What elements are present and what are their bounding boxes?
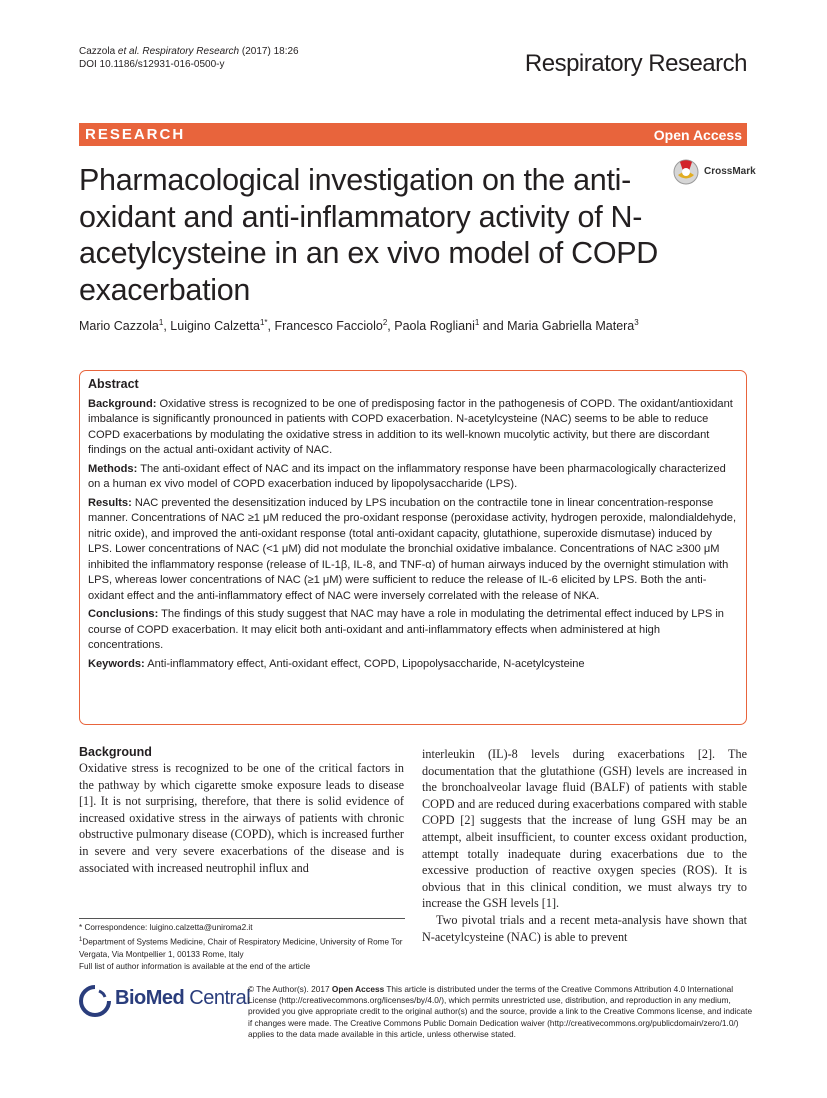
- body-paragraph: Two pivotal trials and a recent meta-analysis have shown that N-acetylcysteine (NAC) is able to prevent: [422, 912, 747, 944]
- body-paragraph: Oxidative stress is recognized to be one of the critical factors in the pathway by which cigarette smoke exposure leads to disease [1]. It is not surprising, therefore, that there is solid evidence of increased oxidative stress in the airways of patients with chronic obstructive pulmonary disease (COPD), which is increased further in severe and very severe exacerbations of the disease and is associated with increased neutrophil influx and: [79, 761, 404, 875]
- open-access-label: Open Access: [653, 126, 742, 143]
- crossmark-label: CrossMark: [704, 166, 756, 177]
- correspondence[interactable]: * Correspondence: luigino.calzetta@uniroma2.it: [79, 923, 253, 932]
- abstract-conclusions: Conclusions: The findings of this study suggest that NAC may have a role in modulating the detrimental effect induced by LPS in course of COPD exacerbation. It may elicit both anti-oxidant and anti-inflammatory effects when administered at high concentrations.: [88, 608, 724, 651]
- author[interactable]: Mario Cazzola$^1$: [79, 318, 164, 334]
- author[interactable]: Maria Gabriella Matera$^3$: [507, 318, 639, 334]
- author[interactable]: Paola Rogliani$^1$: [394, 318, 480, 334]
- abstract-methods: Methods: The anti-oxidant effect of NAC and its impact on the inflammatory response have been pharmacologically characterized on a human ex vivo model of COPD exacerbation induced by lipopolysaccharide (LPS).: [88, 462, 726, 490]
- citation-line: [79, 45, 299, 58]
- article-type: RESEARCH: [85, 126, 186, 143]
- article-title: Pharmacological investigation on the anti-oxidant and anti-inflammatory activity of N-acetylcysteine in an ex vivo model of COPD exacerbation: [79, 163, 659, 307]
- abstract-background: Background: Oxidative stress is recognized to be one of predisposing factor in the pathogenesis of COPD. The oxidant/antioxidant imbalance is significantly pronounced in patients with COPD exacerbation. N-acetylcysteine (NAC) seems to be able to reduce COPD exacerbations by modulating the oxidative stress in addition to its well-known mucolytic activity, but there are discordant findings on the actual anti-oxidant activity of NAC.: [88, 397, 733, 456]
- citation: [79, 45, 299, 71]
- body-right-column: [422, 746, 747, 945]
- abstract-results: Results: NAC prevented the desensitization induced by LPS incubation on the contractile tone in linear concentration-response manner. Concentrations of NAC ≥1 μM reduced the pro-oxidant response (peroxidase activity, hydrogen peroxide, malondialdehyde, nitric oxide), and improved the anti-oxidant response (total anti-oxidant capacity, glutathione, superoxide dismutase) induced by LPS. Lower concentrations of NAC (<1 μM) did not modulate the bronchial oxidative imbalance. Concentrations of NAC ≥300 μM inhibited the inflammatory response (release of IL-1β, IL-8, and TNF-α) of human airways induced by the overnight stimulation with LPS, whereas lower concentrations of NAC (≥1 μM) were sufficient to reduce the release of IL-6 elicited by LPS. Both the anti-oxidant effect and the anti-inflammatory effect of NAC were inversely correlated with the release of NKA.: [88, 496, 737, 602]
- body-left-column: [79, 745, 404, 876]
- license-text: © The Author(s). 2017 Open Access This article is distributed under the terms of the Creative Commons Attribution 4.0 International License (http://creativecommons.org/licenses/by/4.0/), which permits unrestricted use, distribution, and reproduction in any medium, provided you give appropriate credit to the original author(s) and the source, provide a link to the Creative Commons license, and indicate if changes were made. The Creative Commons Public Domain Dedication waiver (http://creativecommons.org/publicdomain/zero/1.0/) applies to the data made available in this article, unless otherwise stated.: [248, 984, 753, 1039]
- publisher-name: BioMed Central: [115, 987, 251, 1009]
- author[interactable]: Francesco Facciolo$^2$: [274, 318, 388, 334]
- crossmark-badge[interactable]: [672, 158, 754, 186]
- author-info-note: Full list of author information is available at the end of the article: [79, 962, 311, 972]
- abstract-box: [79, 370, 747, 725]
- abstract-keywords: Keywords: Anti-inflammatory effect, Anti-oxidant effect, COPD, Lipopolysaccharide, N-acetylcysteine: [88, 657, 585, 670]
- doi: DOI 10.1186/s12931-016-0500-y: [79, 59, 225, 70]
- footnote-divider: [79, 918, 405, 919]
- journal-name: Respiratory Research: [524, 50, 747, 77]
- citation-journal: Respiratory Research: [142, 46, 240, 57]
- section-heading: Background: [79, 745, 152, 759]
- citation-authors: Cazzola: [79, 46, 116, 57]
- citation-volume: (2017) 18:26: [241, 46, 299, 57]
- biomed-central-logo-icon: [79, 985, 111, 1017]
- crossmark-icon: [672, 158, 700, 186]
- affiliation: $^1$Department of Systems Medicine, Chair of Respiratory Medicine, University of Rome Tor Vergata, Via Montpellier 1, 00133 Rome, Italy: [79, 937, 403, 960]
- author-list: Mario Cazzola$^1$, Luigino Calzetta$^{1*}$, Francesco Facciolo$^2$, Paola Rogliani$^1$ and Maria Gabriella Matera$^3$: [79, 318, 639, 334]
- publisher-logo[interactable]: [79, 985, 251, 1017]
- article-type-banner: [79, 123, 747, 146]
- abstract-heading: Abstract: [88, 377, 139, 391]
- body-paragraph: interleukin (IL)-8 levels during exacerbations [2]. The documentation that the glutathione (GSH) levels are increased in the bronchoalveolar lavage fluid (BALF) of patients with stable COPD and are reduced during exacerbations compared with stable COPD [2] suggests that the increase of lung GSH may be an attempt, albeit insufficient, to counter excess oxidant production, attempt totally inadequate during exacerbations due to the excessive production of reactive oxygen species (ROS). It is obvious that in this clinical condition, we must always try to increase the GSH levels [1].: [422, 747, 747, 911]
- author[interactable]: Luigino Calzetta$^{1*}$: [170, 318, 268, 334]
- footnotes: [79, 922, 409, 974]
- citation-etal: et al.: [117, 46, 140, 57]
